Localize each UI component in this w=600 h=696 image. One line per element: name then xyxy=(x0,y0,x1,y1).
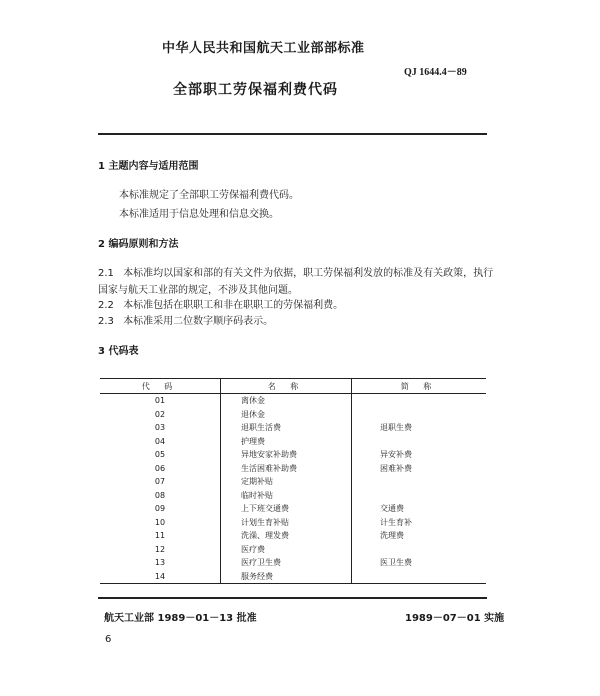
header-short: 简 称 xyxy=(352,379,487,394)
cell-code: 06 xyxy=(154,463,166,473)
cell-code: 07 xyxy=(154,477,166,487)
cell-name: 护理费 xyxy=(221,435,352,449)
cell-name: 异地安家补助费 xyxy=(221,448,352,462)
cell-short: 困难补费 xyxy=(352,462,487,476)
cell-code: 09 xyxy=(154,504,166,514)
cell-name: 计划生育补贴 xyxy=(221,516,352,530)
table-row xyxy=(100,516,486,530)
cell-short: 计生育补 xyxy=(352,516,487,530)
clause-number: 2.1 xyxy=(98,268,114,279)
table-row xyxy=(100,408,486,422)
section-2-heading: 2 编码原则和方法 xyxy=(98,239,179,250)
table-row xyxy=(100,529,486,543)
header-code: 代 码 xyxy=(100,379,221,394)
cell-short xyxy=(352,394,487,408)
table-row xyxy=(100,448,486,462)
cell-short: 医卫生费 xyxy=(352,556,487,570)
section-1-paragraph-1: 本标准规定了全部职工劳保福利费代码。 xyxy=(119,190,299,201)
clause-number: 2.3 xyxy=(98,316,114,327)
cell-name: 临时补贴 xyxy=(221,489,352,503)
document-title: 全部职工劳保福利费代码 xyxy=(173,82,338,98)
cell-name: 洗澡、理发费 xyxy=(221,529,352,543)
table-row xyxy=(100,475,486,489)
table-row xyxy=(100,489,486,503)
table-row xyxy=(100,543,486,557)
effective-date: 1989－07－01 实施 xyxy=(405,613,505,624)
clause-number: 2.2 xyxy=(98,300,114,311)
table-row xyxy=(100,421,486,435)
cell-short: 异安补费 xyxy=(352,448,487,462)
cell-code: 10 xyxy=(154,517,166,527)
table-header-row xyxy=(100,379,486,394)
table-row xyxy=(100,394,486,408)
cell-code: 03 xyxy=(154,423,166,433)
cell-name: 退休金 xyxy=(221,408,352,422)
cell-code: 01 xyxy=(154,396,166,406)
cell-short xyxy=(352,408,487,422)
header-name: 名 称 xyxy=(221,379,352,394)
clause-2-1 xyxy=(98,264,493,279)
approval-line: 航天工业部 1989－01－13 批准 xyxy=(104,613,257,624)
cell-name: 医疗卫生费 xyxy=(221,556,352,570)
cell-short: 退职生费 xyxy=(352,421,487,435)
table-row xyxy=(100,502,486,516)
cell-code: 05 xyxy=(154,450,166,460)
cell-short xyxy=(352,543,487,557)
cell-code: 14 xyxy=(100,570,221,584)
cell-code: 02 xyxy=(154,409,166,419)
table-row xyxy=(100,570,486,584)
cell-short: 洗理费 xyxy=(352,529,487,543)
cell-short xyxy=(352,475,487,489)
clause-2-3 xyxy=(98,312,273,327)
cell-code: 13 xyxy=(154,558,166,568)
clause-text: 本标准包括在职职工和非在职职工的劳保福利费。 xyxy=(123,300,344,311)
cell-code: 04 xyxy=(154,436,166,446)
cell-code: 08 xyxy=(154,490,166,500)
standard-code: QJ 1644.4－89 xyxy=(404,67,467,78)
cell-short xyxy=(352,435,487,449)
table-row xyxy=(100,462,486,476)
section-3-heading: 3 代码表 xyxy=(98,346,139,357)
clause-2-1-continuation: 国家与航天工业部的规定，不涉及其他问题。 xyxy=(98,285,298,296)
cell-name: 定期补贴 xyxy=(221,475,352,489)
cell-name: 医疗费 xyxy=(221,543,352,557)
cell-code: 11 xyxy=(154,531,166,541)
table-row xyxy=(100,435,486,449)
clause-text: 本标准采用二位数字顺序码表示。 xyxy=(123,316,274,327)
clause-2-2 xyxy=(98,296,343,311)
table-row xyxy=(100,556,486,570)
issuing-organization: 中华人民共和国航天工业部部标准 xyxy=(162,41,365,56)
cell-name: 生活困难补助费 xyxy=(221,462,352,476)
cell-short: 交通费 xyxy=(352,502,487,516)
cell-name: 上下班交通费 xyxy=(221,502,352,516)
cell-name: 退职生活费 xyxy=(221,421,352,435)
clause-text: 本标准均以国家和部的有关文件为依据，职工劳保福利发放的标准及有关政策，执行 xyxy=(123,268,494,279)
page-number: 6 xyxy=(105,634,112,645)
section-1-heading: 1 主题内容与适用范围 xyxy=(98,161,199,172)
cell-short xyxy=(352,489,487,503)
cell-code: 12 xyxy=(154,544,166,554)
cell-name: 离休金 xyxy=(221,394,352,408)
code-table xyxy=(100,378,486,584)
header-divider xyxy=(98,133,487,135)
cell-short xyxy=(352,570,487,584)
footer-divider xyxy=(98,597,487,599)
cell-name: 服务经费 xyxy=(221,570,352,584)
section-1-paragraph-2: 本标准适用于信息处理和信息交换。 xyxy=(119,209,279,220)
